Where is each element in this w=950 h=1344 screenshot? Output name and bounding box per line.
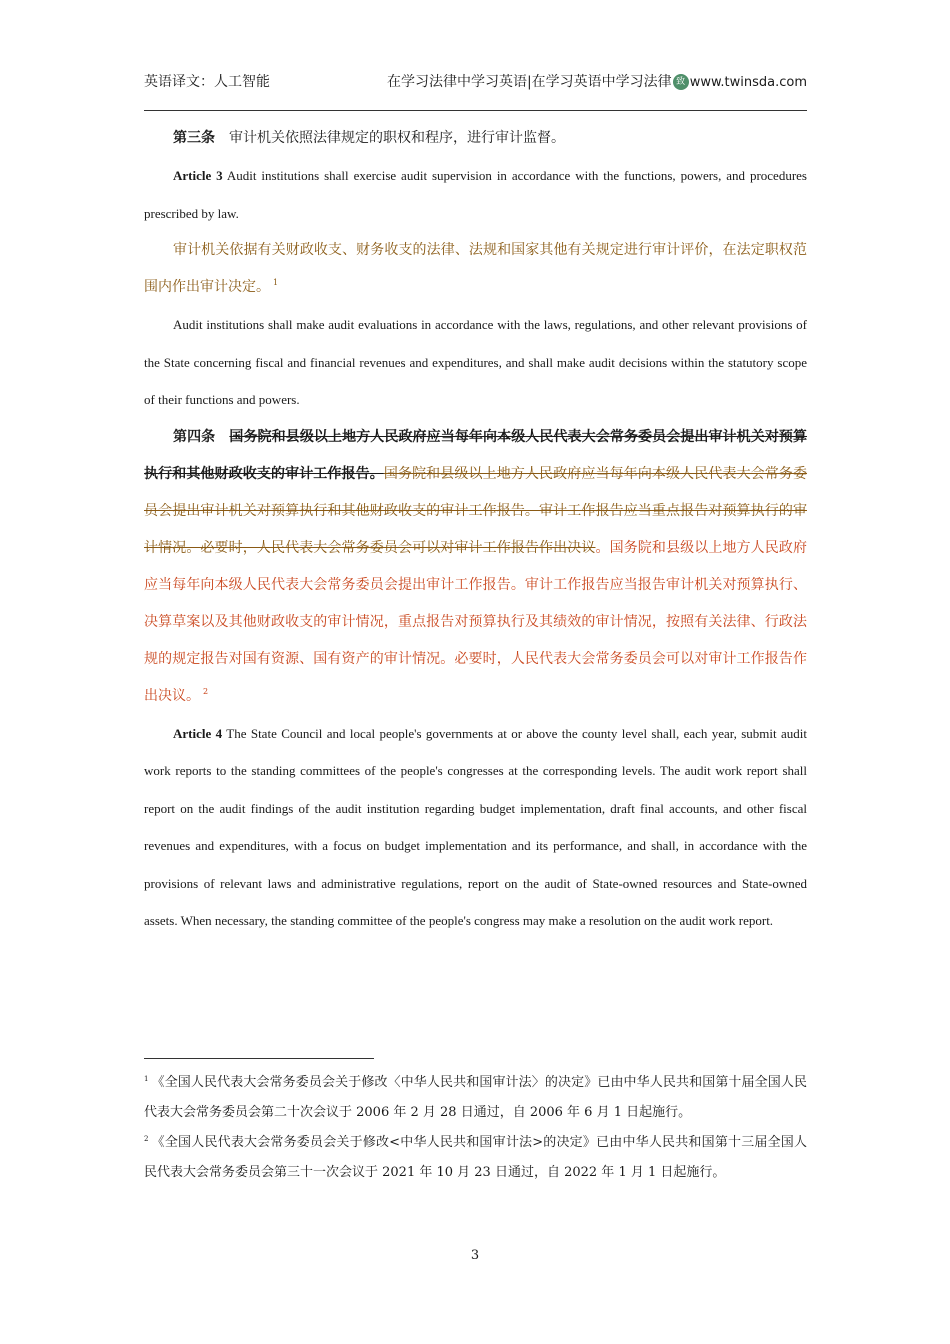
document-body: [144, 120, 807, 940]
footnote-2-num: 2: [144, 1134, 149, 1143]
twinsda-logo-icon: 致: [673, 74, 689, 90]
article4-struck-2006: 国务院和县级以上地方人民政府应当每年向本级人民代表大会常务委员会提出审计机关对预算执行和其他财政收支的审计工作报告。审计工作报告应当重点报告对预算执行的审计情况。必要时，人民代表大会常务委员会可以对审计工作报告作出决议: [144, 465, 808, 556]
article4-cn-label: 第四条: [173, 428, 216, 445]
header-slogan-text: 在学习法律中学习英语|在学习英语中学习法律: [386, 74, 672, 90]
footnote-1-text: 《全国人民代表大会常务委员会关于修改〈中华人民共和国审计法〉的决定》已由中华人民共和国第十届全国人民代表大会常务委员会第二十次会议于 2006 年 2 月 28 日通过，自 2006 年 6 月 1 日起施行。: [144, 1075, 807, 1120]
article4-struck-original: 国务院和县级以上地方人民政府应当每年向本级人民代表大会常务委员会提出审计机关对预算执行和其他财政收支的审计工作报告。: [144, 428, 808, 482]
footnote-ref-2[interactable]: 2: [203, 686, 209, 696]
footnote-2: [144, 1128, 807, 1188]
footnote-1-num: 1: [144, 1074, 149, 1083]
article3-cn-label: 第三条: [173, 130, 215, 146]
article3-en-label: Article 3: [173, 168, 223, 183]
page-number: 3: [470, 1248, 480, 1263]
article4-cn: [144, 419, 807, 715]
article4-en-text: The State Council and local people's governments at or above the county level shall, each year, submit audit work reports to the standing committees of the people's congresses at the corresponding levels. The audit work report shall report on the audit findings of the audit institution regarding budget implementation, draft final accounts, and other fiscal revenues and expenditures, with a focus on budget implementation and its performance, and shall, in accordance with the provisions of relevant laws and administrative regulations, report on the audit of State-owned resources and State-owned assets. When necessary, the standing committee of the people's congress may make a resolution on the audit work report.: [144, 725, 807, 928]
footnote-divider: [144, 1058, 374, 1059]
footnote-1: [144, 1068, 807, 1128]
article3-cn-amendment: [144, 232, 807, 306]
article4-en: [144, 715, 807, 940]
header-slogan: [387, 72, 807, 93]
article3-cn: [144, 120, 807, 157]
article3-en-text: Audit institutions shall exercise audit supervision in accordance with the functions, powers, and procedures prescribed by law.: [144, 168, 807, 221]
footnote-ref-1[interactable]: 1: [273, 278, 279, 288]
article3-en-amendment: Audit institutions shall make audit evaluations in accordance with the laws, regulations, and other relevant provisions of the State concerning fiscal and financial revenues and expenditures, and shall make audit decisions within the statutory scope of their functions and powers.: [144, 317, 807, 407]
page-header: [144, 72, 807, 96]
article3-en: [144, 157, 807, 232]
header-url[interactable]: www.twinsda.com: [689, 75, 807, 90]
article3-cn-amend-text: 审计机关依据有关财政收支、财务收支的法律、法规和国家其他有关规定进行审计评价，在法定职权范围内作出审计决定。: [144, 242, 807, 295]
article3-cn-text: 审计机关依照法律规定的职权和程序，进行审计监督。: [229, 130, 565, 146]
article4-en-label: Article 4: [173, 725, 223, 741]
article4-current-text: 。国务院和县级以上地方人民政府应当每年向本级人民代表大会常务委员会提出审计工作报告。审计工作报告应当报告审计机关对预算执行、决算草案以及其他财政收支的审计情况，重点报告对预算执行及其绩效的审计情况，按照有关法律、行政法规的规定报告对国有资源、国有资产的审计情况。必要时，人民代表大会常务委员会可以对审计工作报告作出决议。: [144, 539, 808, 704]
header-title: 英语译文：人工智能: [144, 74, 270, 90]
header-divider: [144, 110, 807, 111]
footnotes: [144, 1068, 807, 1188]
footnote-2-text: 《全国人民代表大会常务委员会关于修改<中华人民共和国审计法>的决定》已由中华人民共和国第十三届全国人民代表大会常务委员会第三十一次会议于 2021 年 10 月 23 日通过，自 2022 年 1 月 1 日起施行。: [144, 1135, 807, 1180]
